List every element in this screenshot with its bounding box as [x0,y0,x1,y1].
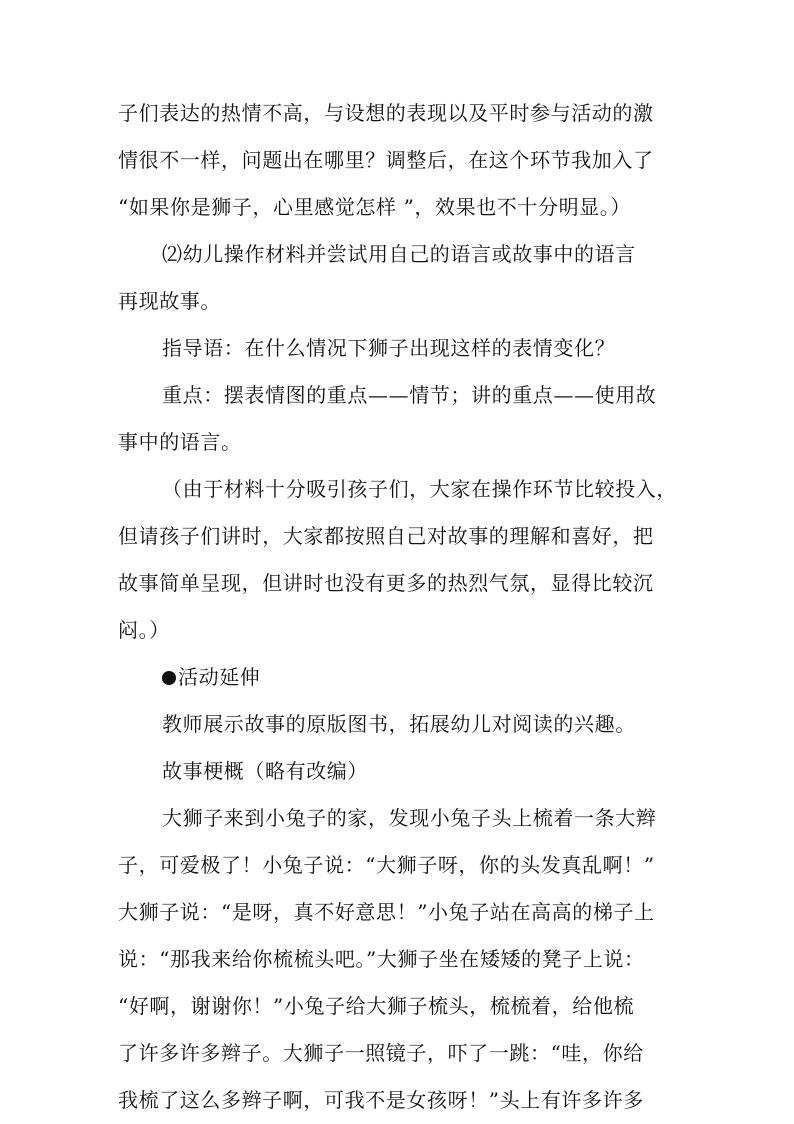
text-line: “如果你是狮子，心里感觉怎样 ”，效果也不十分明显。） [118,195,632,219]
text-line: 但请孩子们讲时，大家都按照自己对故事的理解和喜好，把 [118,524,654,548]
text-line: 教师展示故事的原版图书，拓展幼儿对阅读的兴趣。 [162,712,636,736]
section-heading [118,654,678,701]
text-line: （由于材料十分吸引孩子们，大家在操作环节比较投入， [162,477,677,501]
text-line: “好啊，谢谢你！”小兔子给大狮子梳头，梳梳着，给他梳 [118,994,635,1018]
bullet-icon [162,671,176,685]
text-line: 再现故事。 [118,289,221,313]
body-text [118,90,678,1124]
text-line: 情很不一样，问题出在哪里？调整后，在这个环节我加入了 [118,148,654,172]
text-line: 了许多许多辫子。大狮子一照镜子，吓了一跳：“哇，你给 [118,1041,644,1065]
text-line: 事中的语言。 [118,430,242,454]
text-line: 子，可爱极了！小兔子说：“大狮子呀，你的头发真乱啊！” [118,853,655,877]
text-line: 大狮子来到小兔子的家，发现小兔子头上梳着一条大辫 [162,806,657,830]
text-line: 闷。） [118,618,170,642]
text-line: ⑵幼儿操作材料并尝试用自己的语言或故事中的语言 [162,242,636,266]
section-heading-label: 活动延伸 [178,665,261,689]
text-line: 故事简单呈现，但讲时也没有更多的热烈气氛，显得比较沉 [118,571,654,595]
text-line: 大狮子说：“是呀，真不好意思！”小兔子站在高高的梯子上 [118,900,655,924]
text-line: 故事梗概（略有改编） [162,759,368,783]
text-line: 我梳了这么多辫子啊，可我不是女孩呀！”头上有许多许多 [118,1088,644,1112]
text-line: 指导语：在什么情况下狮子出现这样的表情变化？ [162,336,616,360]
text-line: 子们表达的热情不高，与设想的表现以及平时参与活动的激 [118,101,654,125]
text-line: 重点：摆表情图的重点——情节；讲的重点——使用故 [162,383,657,407]
text-line: 说：“那我来给你梳梳头吧。”大狮子坐在矮矮的凳子上说： [118,947,645,971]
